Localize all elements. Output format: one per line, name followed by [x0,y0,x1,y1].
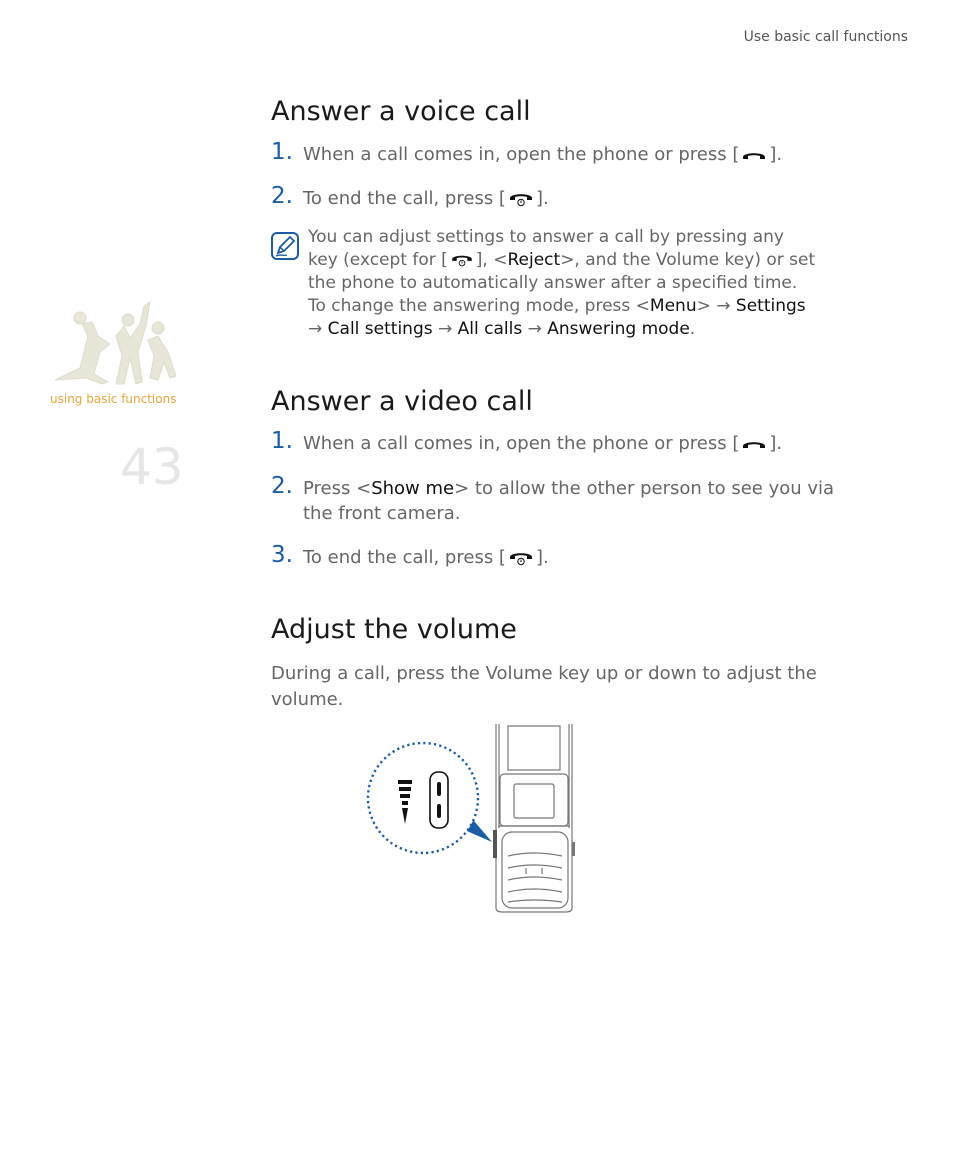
note-text: You can adjust settings to answer a call by pressing any key (except for [ ], <Reject>, and the Volume key) or set the phone to automatically answer after a specified time. To change the answering mode, press <Menu> → Settings → Call settings → All calls → Answering mode. [308,227,816,339]
menu-path-menu: Menu [649,296,697,316]
video-step-2: 2. Press <Show me> to allow the other person to see you via the front camera. [271,473,835,524]
call-key-icon [740,435,768,453]
video-step-3: 3. To end the call, press [ ]. [271,542,549,568]
note-pencil-icon [271,232,299,260]
voice-step-1: 1. When a call comes in, open the phone or press [ ]. [271,139,783,165]
step-number: 1. [271,139,293,165]
softkey-reject: Reject [507,250,561,270]
phone-volume-illustration [362,724,582,916]
end-key-icon [449,252,475,268]
step-number: 2. [271,473,293,499]
step-number: 3. [271,542,293,568]
side-caption: using basic functions [50,392,177,406]
running-header: Use basic call functions [743,29,908,45]
dancers-illustration [50,296,190,396]
heading-answer-video-call: Answer a video call [271,386,533,417]
call-key-icon [740,146,768,164]
voice-step-2: 2. To end the call, press [ ]. [271,183,549,209]
end-key-icon [507,190,535,208]
video-step-1: 1. When a call comes in, open the phone or press [ ]. [271,428,783,454]
volume-paragraph: During a call, press the Volume key up or down to adjust the volume. [271,663,817,710]
heading-answer-voice-call: Answer a voice call [271,96,531,127]
menu-path-answering-mode: Answering mode [547,319,690,339]
heading-adjust-volume: Adjust the volume [271,614,517,645]
menu-path-all-calls: All calls [457,319,523,339]
page-number: 43 [120,438,184,496]
step-number: 2. [271,183,293,209]
menu-path-call-settings: Call settings [327,319,433,339]
note-box [271,226,831,341]
end-key-icon [507,549,535,567]
menu-path-settings: Settings [735,296,806,316]
step-number: 1. [271,428,293,454]
softkey-show-me: Show me [371,478,455,499]
